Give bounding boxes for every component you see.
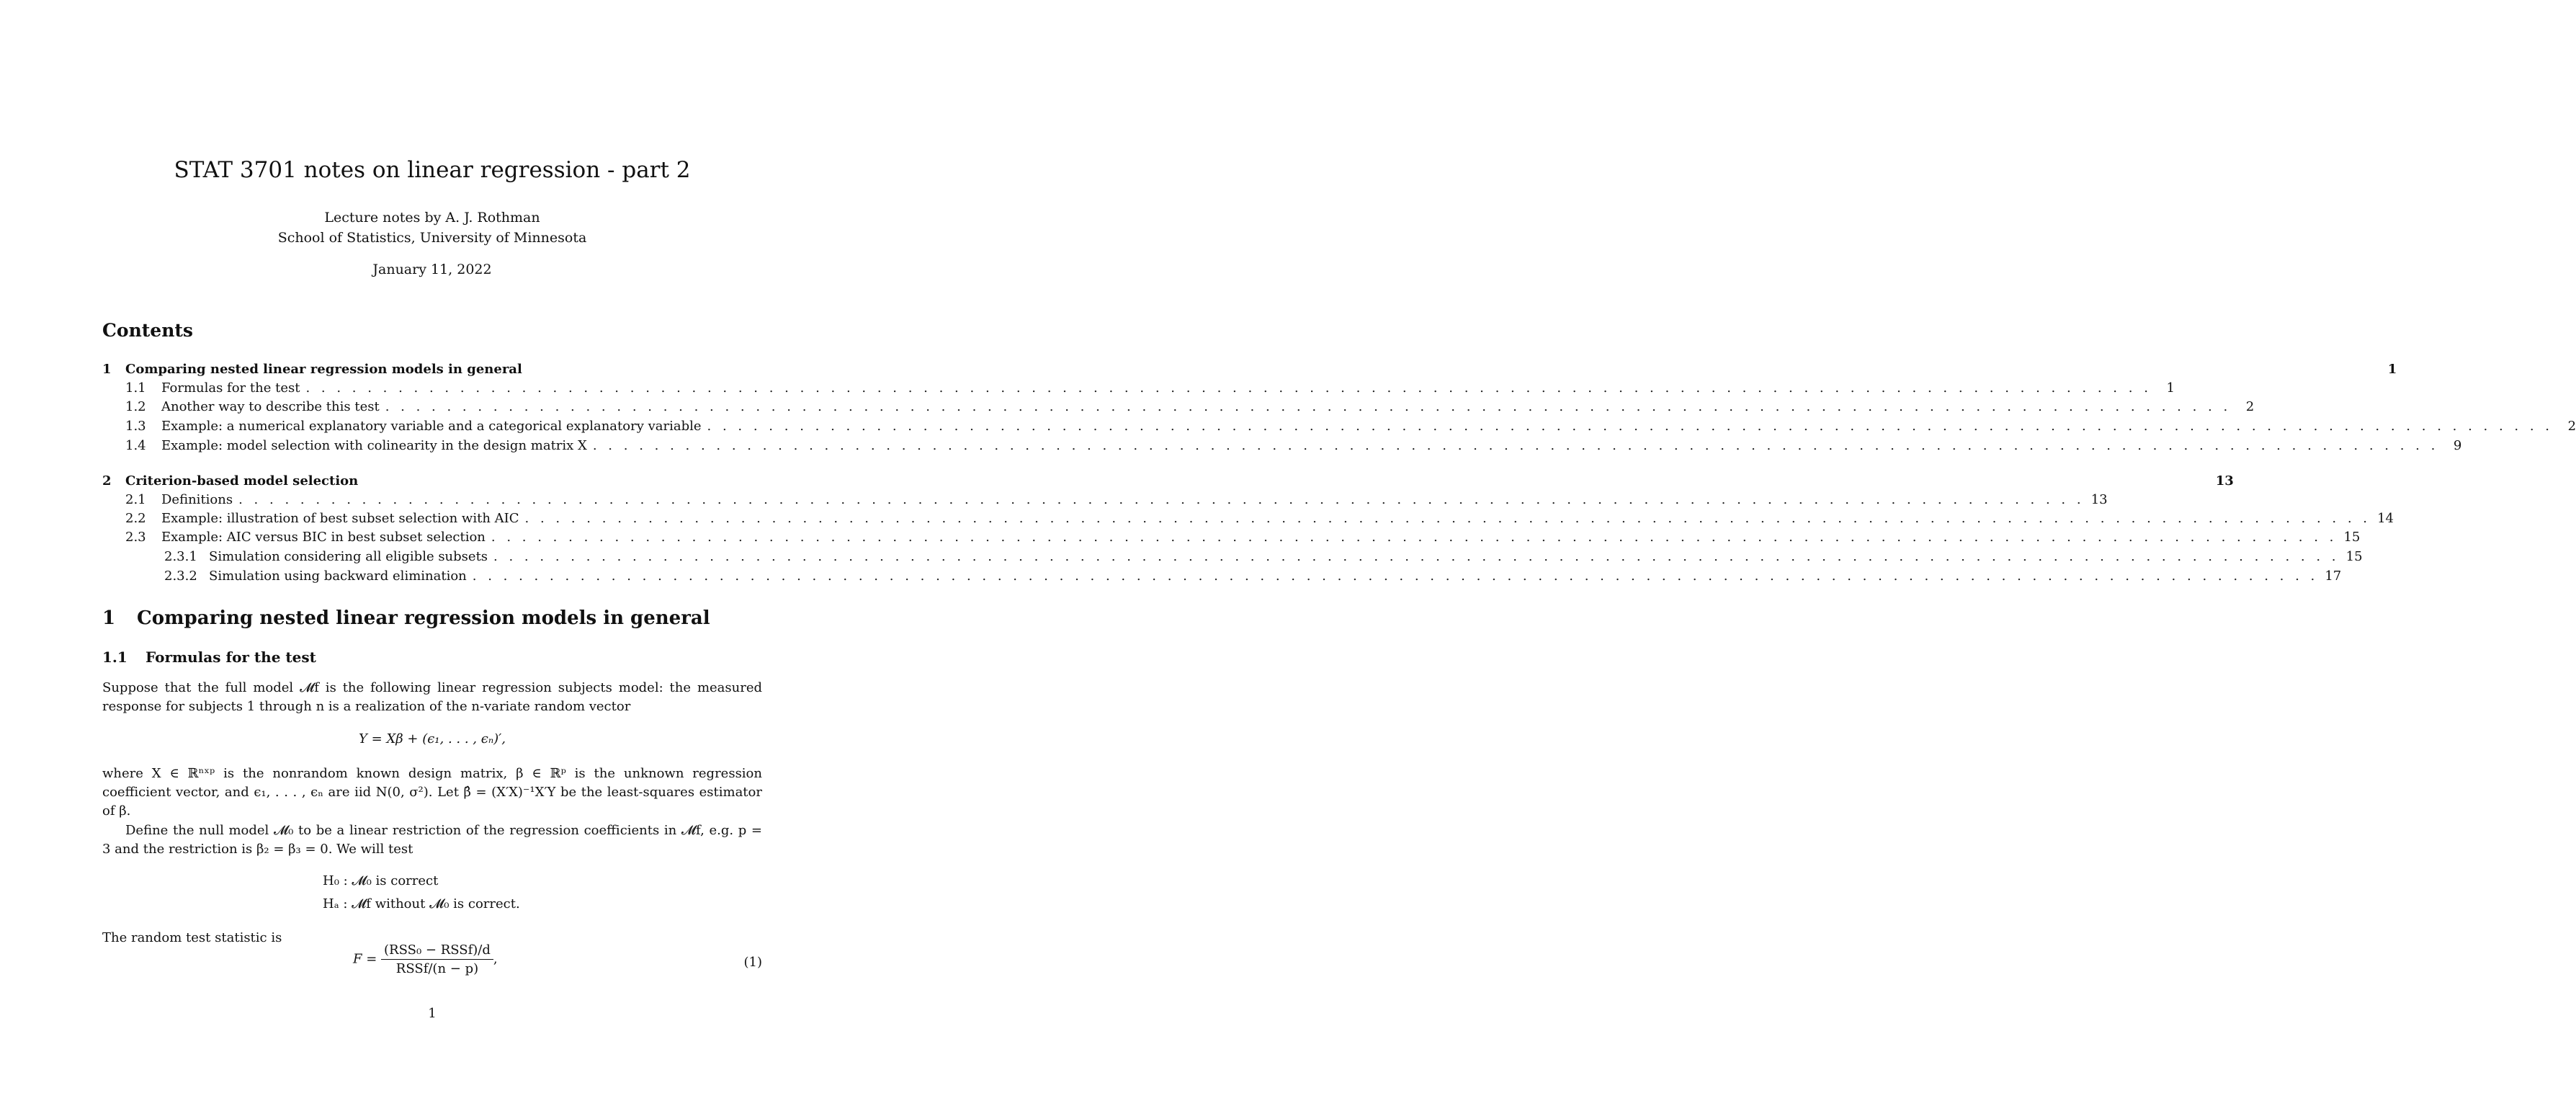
contents-heading: Contents (102, 320, 194, 341)
document-title: STAT 3701 notes on linear regression - part 2 (174, 157, 691, 183)
hypothesis-alt: Hₐ : 𝓜f without 𝓜₀ is correct. (323, 896, 520, 911)
toc-entry-number: 1 (102, 362, 112, 377)
toc-entry-title: Criterion-based model selection (125, 473, 359, 489)
toc-entry-page: 13 (2215, 473, 2234, 489)
toc-entry-number: 1.4 (125, 438, 146, 453)
toc-entry-number: 2.1 (125, 492, 146, 507)
toc-entry-title: Example: model selection with colinearity in the design matrix X (161, 438, 587, 453)
toc-entry-title: Comparing nested linear regression models in general (125, 362, 522, 377)
section-number: 1 (102, 607, 116, 629)
toc-entry-page: 1 (2166, 380, 2175, 396)
toc-entry-page: 1 (2387, 362, 2397, 377)
toc-entry-number: 2.3.1 (164, 549, 197, 564)
toc-entry-page: 15 (2345, 549, 2363, 564)
toc-entry-number: 2.3 (125, 530, 146, 545)
author-block (0, 208, 864, 248)
toc-entry-page: 15 (2343, 530, 2361, 545)
fraction-numerator: (RSS₀ − RSSf)/d (381, 942, 493, 960)
paragraph: Suppose that the full model 𝓜f is the following linear regression subjects model: the measured response for subjects 1 through n is a realization of the n-variate random vector (102, 680, 762, 714)
paragraph: where X ∈ ℝⁿˣᵖ is the nonrandom known design matrix, β ∈ ℝᵖ is the unknown regression coefficient vector, and ϵ₁, . . . , ϵₙ are iid N(0, σ²). Let β̂ = (X′X)⁻¹X′Y be the least-squares estimator of β. (102, 766, 762, 819)
toc-subsection-entry[interactable]: 2.1 Definitions . . . . . . . . . . . . . . . . . . . . . . . . . . . . . . . . . . . . . . . . . . . . . . . . . . . . . . . . . . . . . . . . . . . . . . . . . . . . . . . . . . . . . . . . . . . . . . . . . . . . . . . . . . . . . . . . . . . . . . . . 13 (125, 492, 2108, 507)
toc-entry-page: 9 (2453, 438, 2462, 453)
equation-f-statistic (353, 942, 498, 976)
toc-section-entry[interactable] (102, 473, 2234, 492)
toc-entry-title: Example: a numerical explanatory variable and a categorical explanatory variable (161, 419, 702, 434)
section-heading (102, 607, 710, 629)
equation-number: (1) (743, 955, 762, 970)
toc-entry-number: 1.3 (125, 419, 146, 434)
toc-subsection-entry[interactable]: 1.4 Example: model selection with colinearity in the design matrix X . . . . . . . . . . . . . . . . . . . . . . . . . . . . . . . . . . . . . . . . . . . . . . . . . . . . . . . . . . . . . . . . . . . . . . . . . . . . . . . . . . . . . . . . . . . . . . . . . . . . . . . . . . . . . . . . . . . . . . . . 9 (125, 438, 2462, 453)
toc-subsection-entry[interactable]: 2.3.1 Simulation considering all eligible subsets . . . . . . . . . . . . . . . . . . . . . . . . . . . . . . . . . . . . . . . . . . . . . . . . . . . . . . . . . . . . . . . . . . . . . . . . . . . . . . . . . . . . . . . . . . . . . . . . . . . . . . . . . . . . . . . . . . . . . . . . 15 (164, 549, 2363, 564)
toc-subsection-entry[interactable]: 2.3.2 Simulation using backward elimination . . . . . . . . . . . . . . . . . . . . . . . . . . . . . . . . . . . . . . . . . . . . . . . . . . . . . . . . . . . . . . . . . . . . . . . . . . . . . . . . . . . . . . . . . . . . . . . . . . . . . . . . . . . . . . . . . . . . . . . . 17 (164, 569, 2342, 584)
toc-entry-page: 14 (2377, 511, 2394, 526)
paragraph: Define the null model 𝓜₀ to be a linear restriction of the regression coefficients in 𝓜f, e.g. p = 3 and the restriction is β₂ = β₃ = 0. We will test (102, 823, 762, 857)
section-title: Comparing nested linear regression models in general (137, 607, 710, 629)
affiliation-line: School of Statistics, University of Minnesota (277, 230, 587, 246)
subsection-title: Formulas for the test (146, 648, 316, 666)
toc-entry-title: Definitions (161, 492, 233, 507)
toc-entry-title: Example: AIC versus BIC in best subset selection (161, 530, 486, 545)
toc-entry-number: 2 (102, 473, 112, 489)
toc-entry-number: 1.1 (125, 380, 146, 396)
toc-entry-title: Formulas for the test (161, 380, 300, 396)
author-line: Lecture notes by A. J. Rothman (324, 210, 540, 226)
toc-subsection-entry[interactable]: 1.1 Formulas for the test . . . . . . . . . . . . . . . . . . . . . . . . . . . . . . . . . . . . . . . . . . . . . . . . . . . . . . . . . . . . . . . . . . . . . . . . . . . . . . . . . . . . . . . . . . . . . . . . . . . . . . . . . . . . . . . . . . . . . . . . 1 (125, 380, 2175, 396)
toc-entry-page: 13 (2090, 492, 2108, 507)
toc-entry-page: 2 (2567, 419, 2576, 434)
toc-subsection-entry[interactable]: 1.2 Another way to describe this test . . . . . . . . . . . . . . . . . . . . . . . . . . . . . . . . . . . . . . . . . . . . . . . . . . . . . . . . . . . . . . . . . . . . . . . . . . . . . . . . . . . . . . . . . . . . . . . . . . . . . . . . . . . . . . . . . . . . . . . . 2 (125, 399, 2255, 414)
toc-entry-page: 2 (2245, 399, 2255, 414)
fraction-denominator: RSSf/(n − p) (395, 961, 479, 976)
f-tail: , (493, 951, 498, 967)
toc-subsection-entry[interactable]: 1.3 Example: a numerical explanatory variable and a categorical explanatory variable . . . . . . . . . . . . . . . . . . . . . . . . . . . . . . . . . . . . . . . . . . . . . . . . . . . . . . . . . . . . . . . . . . . . . . . . . . . . . . . . . . . . . . . . . . . . . . . . . . . . . . . . . . . . . . . . . . . . . . . . 2 (125, 419, 2576, 434)
fraction (381, 942, 493, 976)
hypothesis-null: H₀ : 𝓜₀ is correct (323, 873, 439, 888)
equation-model: Y = Xβ + (ϵ₁, . . . , ϵₙ)′, (359, 731, 506, 746)
f-lhs: F = (353, 951, 377, 967)
toc-entry-title: Another way to describe this test (161, 399, 380, 414)
toc-entry-number: 2.3.2 (164, 569, 197, 584)
toc-section-entry[interactable] (102, 362, 2397, 380)
toc-entry-number: 1.2 (125, 399, 146, 414)
paragraph: The random test statistic is (102, 930, 282, 945)
subsection-number: 1.1 (102, 648, 128, 666)
toc-entry-page: 17 (2325, 569, 2342, 584)
toc-entry-title: Example: illustration of best subset selection with AIC (161, 511, 519, 526)
toc-entry-title: Simulation considering all eligible subsets (209, 549, 488, 564)
subsection-heading (102, 648, 316, 666)
toc-subsection-entry[interactable]: 2.3 Example: AIC versus BIC in best subset selection . . . . . . . . . . . . . . . . . . . . . . . . . . . . . . . . . . . . . . . . . . . . . . . . . . . . . . . . . . . . . . . . . . . . . . . . . . . . . . . . . . . . . . . . . . . . . . . . . . . . . . . . . . . . . . . . . . . . . . . . 15 (125, 530, 2361, 545)
page-number: 1 (428, 1006, 437, 1021)
toc-subsection-entry[interactable]: 2.2 Example: illustration of best subset selection with AIC . . . . . . . . . . . . . . . . . . . . . . . . . . . . . . . . . . . . . . . . . . . . . . . . . . . . . . . . . . . . . . . . . . . . . . . . . . . . . . . . . . . . . . . . . . . . . . . . . . . . . . . . . . . . . . . . . . . . . . . . 14 (125, 511, 2394, 526)
document-date: January 11, 2022 (372, 262, 492, 277)
toc-entry-title: Simulation using backward elimination (209, 569, 467, 584)
toc-entry-number: 2.2 (125, 511, 146, 526)
